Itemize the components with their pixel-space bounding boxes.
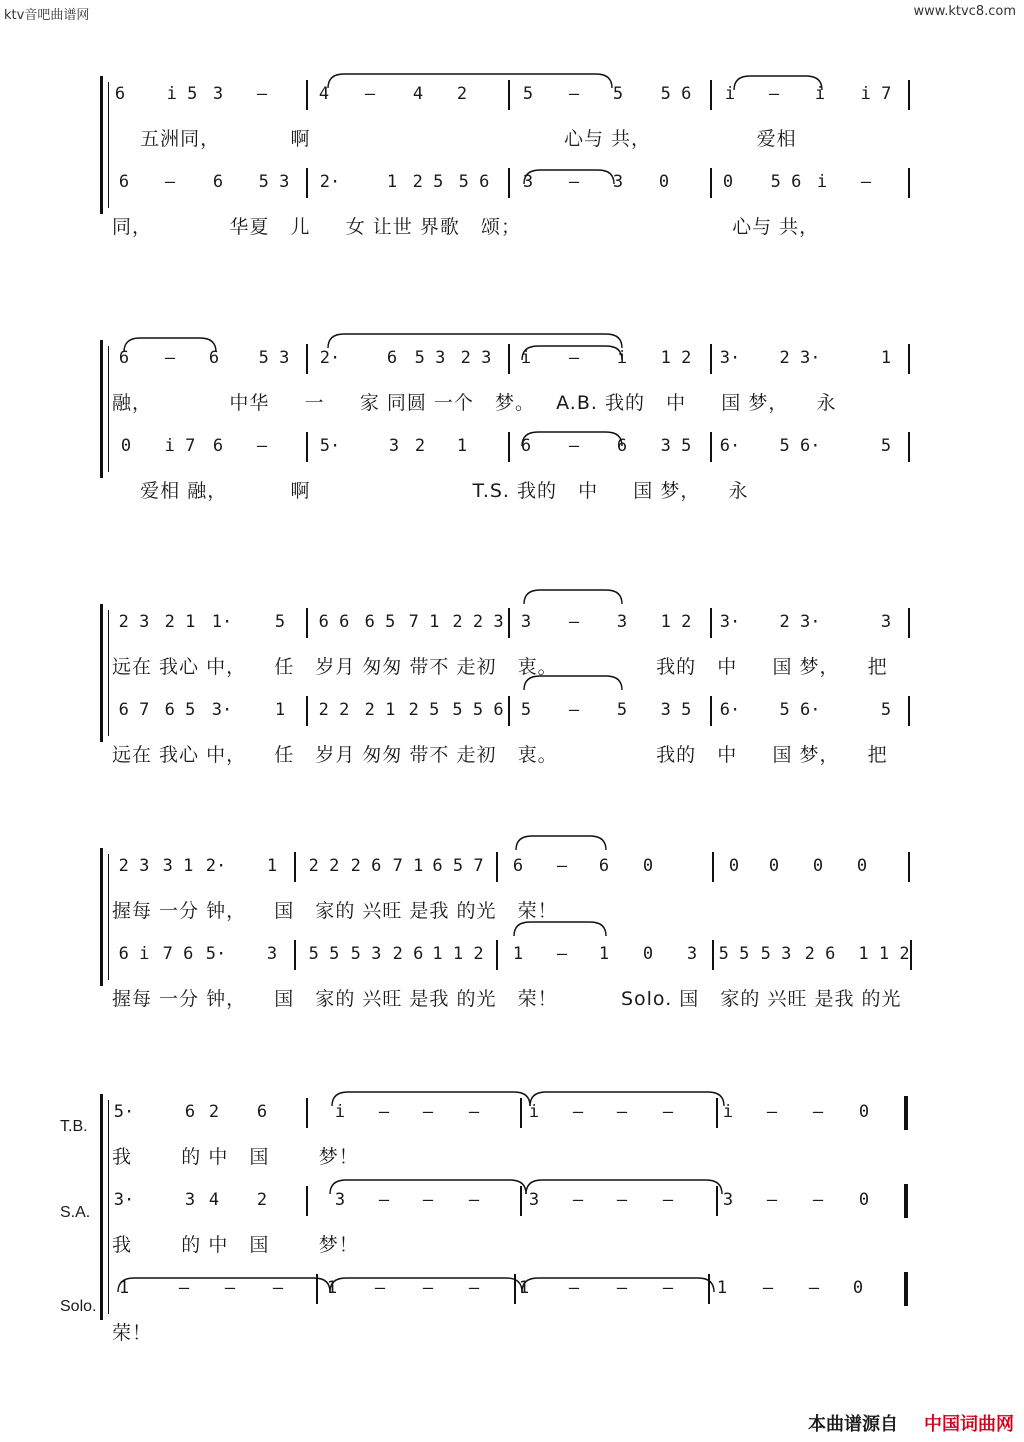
note: i	[334, 1102, 346, 1122]
note: 2	[256, 1190, 268, 1210]
note: 5 3	[414, 348, 446, 368]
note: 3	[616, 612, 628, 632]
note: 3·	[719, 612, 741, 632]
note: 0	[858, 1102, 870, 1122]
note: –	[556, 944, 568, 964]
note: –	[616, 1102, 628, 1122]
note: 2 5	[408, 700, 440, 720]
note: 3	[528, 1190, 540, 1210]
note: –	[808, 1278, 820, 1298]
slur	[526, 1180, 722, 1194]
note: i	[616, 348, 628, 368]
note: –	[766, 1190, 778, 1210]
note: 6 5	[164, 700, 196, 720]
lyric-line: 我 的 中 国 梦！	[112, 1146, 359, 1168]
note: 5·	[205, 944, 227, 964]
note: 6	[598, 856, 610, 876]
note: 5	[880, 700, 892, 720]
lyric-line: 融， 中华 一 家 同圆 一个 梦。 A.B. 我的 中 国 梦， 永	[112, 392, 837, 414]
note: 7 1	[392, 856, 424, 876]
lyric-line: 荣！	[112, 1322, 153, 1344]
note: 3·	[719, 348, 741, 368]
note: 3	[184, 1190, 196, 1210]
watermark-left: ktv音吧曲谱网	[4, 8, 90, 23]
part-label: T.B.	[60, 1118, 88, 1135]
note: 0	[642, 856, 654, 876]
note: 2·	[205, 856, 227, 876]
note: –	[568, 436, 580, 456]
slur	[330, 1278, 522, 1292]
note: 2	[456, 84, 468, 104]
note: 1	[266, 856, 278, 876]
note: 3	[266, 944, 278, 964]
note: 1 1 2	[858, 944, 910, 964]
note: 1	[880, 348, 892, 368]
note: 0	[728, 856, 740, 876]
note: 1	[386, 172, 398, 192]
slur	[118, 1278, 330, 1292]
note: 6·	[719, 436, 741, 456]
note: 3	[522, 172, 534, 192]
note: i	[722, 1102, 734, 1122]
note: 2 6	[392, 944, 424, 964]
note: –	[768, 84, 780, 104]
note: 6	[212, 172, 224, 192]
note: 5 6·	[779, 700, 821, 720]
note: 5	[522, 84, 534, 104]
note: 2	[414, 436, 426, 456]
note: 6	[118, 348, 130, 368]
note: 6 5 7	[432, 856, 484, 876]
note: 3	[612, 172, 624, 192]
note: 7 1	[408, 612, 440, 632]
note: i	[724, 84, 736, 104]
note: 1·	[211, 612, 233, 632]
note: 3 5	[660, 700, 692, 720]
note: 5	[616, 700, 628, 720]
note: 1	[274, 700, 286, 720]
note: –	[256, 436, 268, 456]
note: 6 5	[364, 612, 396, 632]
note: i 7	[164, 436, 196, 456]
note: 0	[858, 1190, 870, 1210]
note: –	[422, 1102, 434, 1122]
note: 6 7	[118, 700, 150, 720]
note: –	[164, 172, 176, 192]
lyric-line: 握每 一分 钟， 国 家的 兴旺 是我 的光 荣！	[112, 900, 558, 922]
note: 6	[212, 436, 224, 456]
note: 1	[512, 944, 524, 964]
note: –	[468, 1190, 480, 1210]
note: –	[568, 348, 580, 368]
note: 6	[386, 348, 398, 368]
lyric-line: 远在 我心 中， 任 岁月 匆匆 带不 走初 衷。 我的 中 国 梦， 把	[112, 656, 888, 678]
note: –	[468, 1102, 480, 1122]
note: 6·	[719, 700, 741, 720]
note: 5 3	[760, 944, 792, 964]
slur	[330, 1180, 526, 1194]
note: 5 3	[258, 348, 290, 368]
note: 6	[256, 1102, 268, 1122]
note: i	[816, 172, 828, 192]
note: –	[568, 172, 580, 192]
lyric-line: 爱相 融， 啊 T.S. 我的 中 国 梦， 永	[112, 480, 749, 502]
note: 0	[722, 172, 734, 192]
note: 2	[208, 1102, 220, 1122]
note: –	[568, 84, 580, 104]
note: 3·	[211, 700, 233, 720]
note: 1 2	[660, 348, 692, 368]
note: 2·	[319, 172, 341, 192]
slur	[522, 1278, 714, 1292]
note: –	[616, 1278, 628, 1298]
note: i	[814, 84, 826, 104]
slur	[332, 1092, 530, 1106]
note: 6 6	[318, 612, 350, 632]
note: –	[468, 1278, 480, 1298]
note: 0	[768, 856, 780, 876]
note: –	[256, 84, 268, 104]
note: 2 3·	[779, 612, 821, 632]
note: –	[662, 1278, 674, 1298]
note: 5·	[113, 1102, 135, 1122]
note: 1	[716, 1278, 728, 1298]
note: 5 6·	[779, 436, 821, 456]
note: 1 2	[660, 612, 692, 632]
note: 2 6	[350, 856, 382, 876]
note: 2 2	[318, 700, 350, 720]
note: 6 i	[118, 944, 150, 964]
note: 3	[212, 84, 224, 104]
note: –	[662, 1190, 674, 1210]
note: 3	[388, 436, 400, 456]
note: –	[766, 1102, 778, 1122]
note: 3 5	[660, 436, 692, 456]
slur	[530, 1092, 724, 1106]
note: 2 1	[164, 612, 196, 632]
note: 6	[118, 172, 130, 192]
note: 5·	[319, 436, 341, 456]
note: 7 6	[162, 944, 194, 964]
footer	[808, 1410, 1014, 1436]
footer-source: 本曲谱源自	[808, 1414, 898, 1435]
note: 3	[334, 1190, 346, 1210]
note: –	[572, 1190, 584, 1210]
note: 6	[616, 436, 628, 456]
note: 5 3	[350, 944, 382, 964]
note: 0	[852, 1278, 864, 1298]
note: –	[568, 1278, 580, 1298]
note: 5 6	[458, 172, 490, 192]
note: 6	[512, 856, 524, 876]
note: 3·	[113, 1190, 135, 1210]
note: i 5	[166, 84, 198, 104]
note: 0	[812, 856, 824, 876]
note: 5	[612, 84, 624, 104]
note: –	[164, 348, 176, 368]
note: 5 6	[770, 172, 802, 192]
note: –	[272, 1278, 284, 1298]
lyric-line: 五洲同， 啊 心与 共， 爱相	[112, 128, 797, 150]
note: 2 5	[412, 172, 444, 192]
lyric-line: 我 的 中 国 梦！	[112, 1234, 359, 1256]
note: 5	[274, 612, 286, 632]
note: –	[616, 1190, 628, 1210]
note: –	[364, 84, 376, 104]
lyric-line: 远在 我心 中， 任 岁月 匆匆 带不 走初 衷。 我的 中 国 梦， 把	[112, 744, 888, 766]
note: 0	[642, 944, 654, 964]
note: 2 1	[364, 700, 396, 720]
note: –	[422, 1278, 434, 1298]
note: –	[422, 1190, 434, 1210]
note: –	[178, 1278, 190, 1298]
note: 5	[880, 436, 892, 456]
note: 2 2 3	[452, 612, 504, 632]
note: 2 3·	[779, 348, 821, 368]
note: –	[568, 612, 580, 632]
note: 3	[686, 944, 698, 964]
note: 6	[184, 1102, 196, 1122]
note: 0	[658, 172, 670, 192]
note: 5	[520, 700, 532, 720]
note: –	[378, 1102, 390, 1122]
note: 6	[520, 436, 532, 456]
note: 2 3	[460, 348, 492, 368]
note: 3 1	[162, 856, 194, 876]
note: 2·	[319, 348, 341, 368]
note: –	[572, 1102, 584, 1122]
footer-brand: 中国词曲网	[924, 1414, 1014, 1435]
note: 1	[118, 1278, 130, 1298]
note: 2 3	[118, 856, 150, 876]
note: 6	[114, 84, 126, 104]
note: 3	[722, 1190, 734, 1210]
note: –	[224, 1278, 236, 1298]
note: –	[812, 1102, 824, 1122]
note: –	[662, 1102, 674, 1122]
note: –	[812, 1190, 824, 1210]
note: 5 5	[308, 944, 340, 964]
note: –	[556, 856, 568, 876]
note: 2 6	[804, 944, 836, 964]
note: 4	[318, 84, 330, 104]
watermark-right: www.ktvc8.com	[913, 4, 1016, 19]
part-label: S.A.	[60, 1204, 91, 1221]
note: 0	[120, 436, 132, 456]
note: 5 5 6	[452, 700, 504, 720]
lyric-line: 握每 一分 钟， 国 家的 兴旺 是我 的光 荣！ Solo. 国 家的 兴旺 是我 的光	[112, 988, 902, 1010]
note: 1	[598, 944, 610, 964]
note: 0	[856, 856, 868, 876]
note: 5 6	[660, 84, 692, 104]
note: 5 5	[718, 944, 750, 964]
lyric-line: 同， 华夏 儿 女 让世 界歌 颂； 心与 共，	[112, 216, 820, 238]
note: 1	[456, 436, 468, 456]
note: 2 2	[308, 856, 340, 876]
note: –	[378, 1190, 390, 1210]
part-label: Solo.	[60, 1298, 97, 1315]
note: 1 1 2	[432, 944, 484, 964]
note: 1	[326, 1278, 338, 1298]
note: –	[860, 172, 872, 192]
note: –	[568, 700, 580, 720]
note: 3	[520, 612, 532, 632]
note: i	[528, 1102, 540, 1122]
note: 4	[412, 84, 424, 104]
note: 6	[208, 348, 220, 368]
note: –	[374, 1278, 386, 1298]
note: 4	[208, 1190, 220, 1210]
note: 5 3	[258, 172, 290, 192]
note: 2 3	[118, 612, 150, 632]
note: i	[520, 348, 532, 368]
note: 3	[880, 612, 892, 632]
note: i 7	[860, 84, 892, 104]
note: –	[762, 1278, 774, 1298]
note: 1	[518, 1278, 530, 1298]
